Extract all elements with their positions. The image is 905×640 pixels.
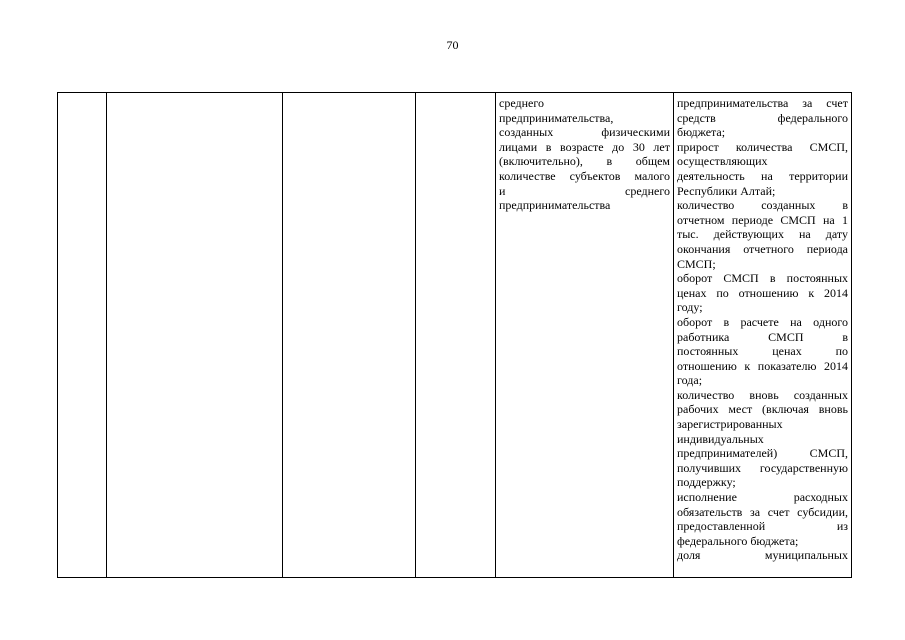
cell-text-line: бюджета; [677, 125, 726, 140]
cell-text-line: году; [677, 300, 703, 315]
table-cell-col6 [674, 93, 852, 578]
table-cell-col4 [416, 93, 496, 578]
cell-text-line: предпринимательства за счет [677, 96, 848, 110]
cell-text-line: количестве субъектов малого [499, 168, 670, 183]
cell-text-line: средств федерального [677, 110, 848, 125]
cell-text-line: получивших государственную [677, 460, 848, 475]
cell-text-line: среднего [499, 96, 544, 110]
cell-text-line: рабочих мест (включая вновь [677, 402, 848, 417]
cell-text-line: (включительно), в общем [499, 154, 670, 169]
page-number: 70 [446, 38, 459, 52]
cell-text-line: СМСП; [677, 256, 716, 271]
cell-text-line: предпринимательства, [499, 110, 614, 125]
cell-text-line: зарегистрированных [677, 417, 783, 432]
cell-text-line: поддержку; [677, 475, 736, 490]
cell-text-line: предпринимателей) СМСП, [677, 446, 848, 461]
cell-text-line: индивидуальных [677, 431, 764, 446]
cell-text-line: ценах по отношению к 2014 [677, 285, 848, 300]
cell-text-line: доля муниципальных [677, 548, 848, 563]
table-cell-col3 [283, 93, 416, 578]
cell-text-line: отношению к показателю 2014 [677, 358, 848, 373]
indicator-list-text [677, 96, 848, 563]
cell-text-line: деятельность на территории [677, 168, 848, 183]
indicators-table [57, 92, 852, 578]
cell-text-line: предоставленной из [677, 519, 848, 534]
indicator-description-text [499, 96, 670, 213]
cell-text-line: федерального бюджета; [677, 533, 799, 548]
cell-text-line: лицами в возрасте до 30 лет [499, 139, 670, 154]
cell-text-line: количество вновь созданных [677, 387, 848, 402]
cell-text-line: года; [677, 373, 703, 388]
cell-text-line: предпринимательства [499, 198, 611, 213]
cell-text-line: постоянных ценах по [677, 344, 848, 359]
cell-text-line: количество созданных в [677, 198, 848, 213]
cell-text-line: отчетном периоде СМСП на 1 [677, 212, 848, 227]
cell-text-line: работника СМСП в [677, 329, 848, 344]
cell-text-line: Республики Алтай; [677, 183, 776, 198]
cell-text-line: и среднего [499, 183, 670, 198]
cell-text-line: окончания отчетного периода [677, 241, 848, 256]
table-cell-col1 [58, 93, 107, 578]
cell-text-line: исполнение расходных [677, 490, 848, 505]
cell-text-line: тыс. действующих на дату [677, 227, 848, 242]
cell-text-line: осуществляющих [677, 154, 768, 169]
table-cell-col2 [107, 93, 283, 578]
table-row [58, 93, 852, 578]
cell-text-line: оборот СМСП в постоянных [677, 271, 848, 286]
cell-text-line: созданных физическими [499, 125, 670, 140]
cell-text-line: обязательств за счет субсидии, [677, 504, 848, 519]
table-cell-col5 [496, 93, 674, 578]
cell-text-line: оборот в расчете на одного [677, 314, 848, 329]
cell-text-line: прирост количества СМСП, [677, 139, 848, 154]
